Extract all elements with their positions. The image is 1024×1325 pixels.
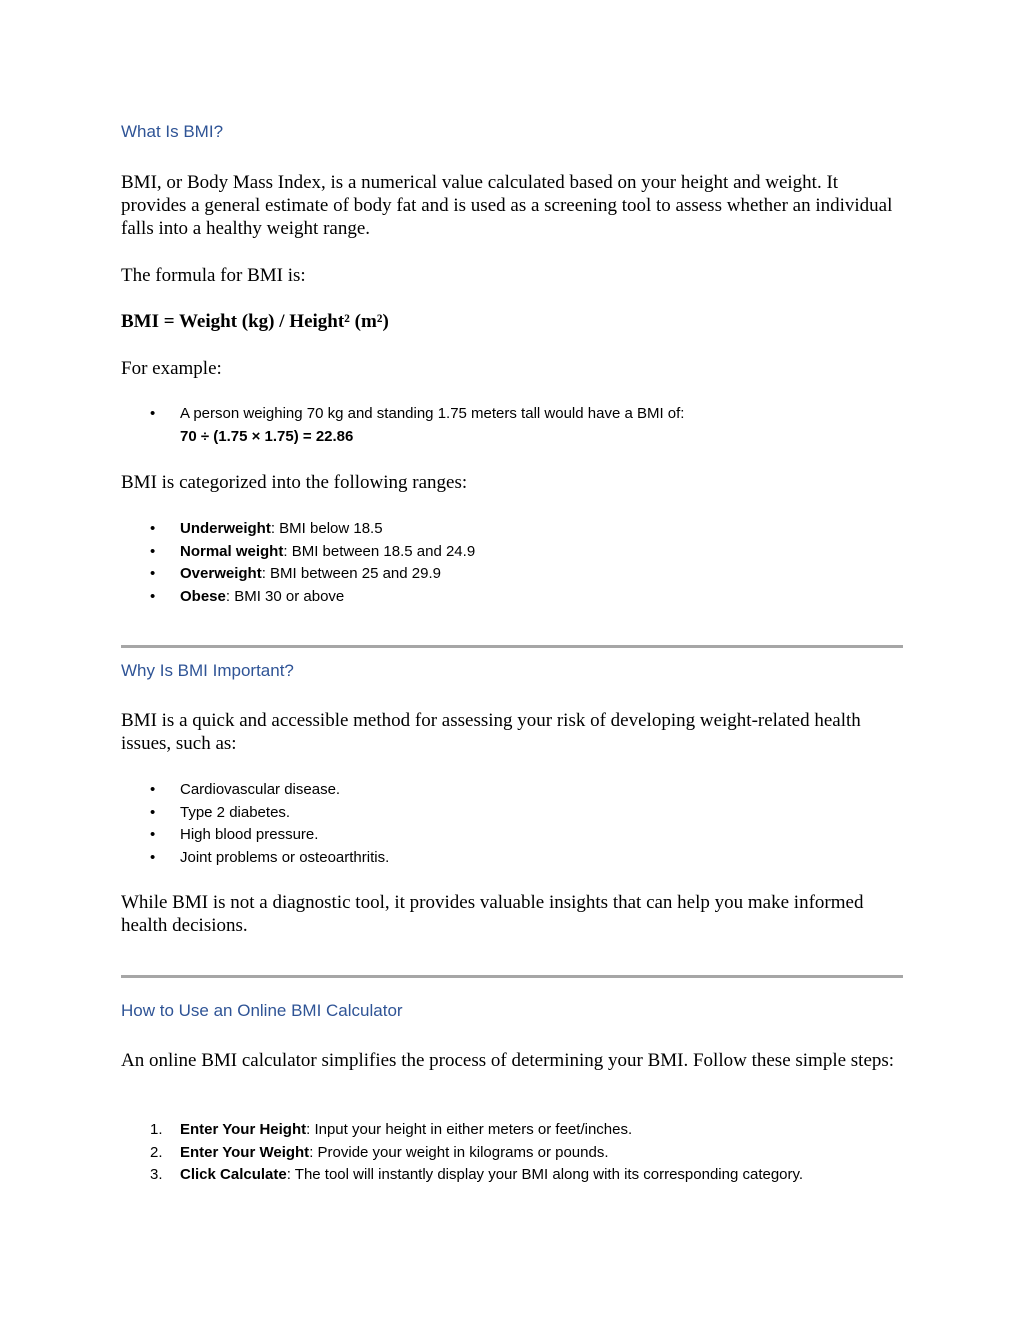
formula-intro: The formula for BMI is:	[121, 265, 306, 286]
health-issues-list	[121, 779, 389, 869]
list-item-text: Joint problems or osteoarthritis.	[180, 848, 390, 866]
bullet-icon: •	[150, 587, 156, 605]
bmi-ranges-list	[121, 518, 475, 608]
heading-why-bmi-important: Why Is BMI Important?	[121, 661, 294, 680]
range-term: Overweight	[180, 565, 262, 582]
range-term: Obese	[180, 587, 226, 605]
list-item	[121, 541, 475, 564]
steps-list	[121, 1119, 803, 1187]
step-term: Enter Your Weight	[180, 1143, 310, 1161]
heading-how-to-use: How to Use an Online BMI Calculator	[121, 1001, 403, 1020]
step-number: 3.	[150, 1166, 163, 1183]
bullet-icon: •	[150, 520, 156, 537]
section-divider	[121, 975, 903, 978]
bullet-icon: •	[150, 542, 156, 560]
list-item-text: Cardiovascular disease.	[180, 781, 341, 798]
bullet-icon: •	[150, 848, 156, 866]
list-item-text: High blood pressure.	[180, 826, 319, 843]
example-intro: For example:	[121, 358, 222, 379]
step-number: 1.	[150, 1121, 163, 1138]
list-item	[121, 802, 389, 825]
what-is-bmi-paragraph: BMI, or Body Mass Index, is a numerical value calculated based on your height and weight. It provides a general estimate of body fat and is used as a screening tool to assess whether an individual falls into a healthy weight range.	[121, 172, 893, 239]
bullet-icon: •	[150, 405, 156, 422]
range-term: Underweight	[180, 520, 271, 537]
range-term: Normal weight	[180, 542, 284, 560]
step-term: Click Calculate	[180, 1166, 287, 1183]
ranges-intro: BMI is categorized into the following ranges:	[121, 472, 468, 493]
list-item	[121, 847, 389, 870]
list-item	[121, 586, 475, 609]
example-list	[121, 403, 684, 448]
bmi-formula: BMI = Weight (kg) / Height² (m²)	[121, 311, 389, 332]
example-calculation: 70 ÷ (1.75 × 1.75) = 22.86	[180, 427, 354, 445]
step-desc: : Input your height in either meters or feet/inches.	[306, 1121, 633, 1138]
step-desc: : The tool will instantly display your BMI along with its corresponding category.	[286, 1166, 804, 1183]
list-item	[121, 1142, 803, 1165]
list-item	[121, 563, 475, 586]
bullet-icon: •	[150, 565, 156, 582]
list-item	[121, 518, 475, 541]
section-divider	[121, 645, 903, 648]
range-desc: : BMI below 18.5	[270, 520, 383, 537]
bullet-icon: •	[150, 803, 156, 821]
list-item	[121, 824, 389, 847]
list-item	[121, 403, 684, 448]
list-item	[121, 779, 389, 802]
list-item	[121, 1119, 803, 1142]
range-desc: : BMI between 25 and 29.9	[261, 565, 441, 582]
closing-paragraph: While BMI is not a diagnostic tool, it provides valuable insights that can help you make informed health decisions.	[121, 892, 864, 936]
bullet-icon: •	[150, 826, 156, 843]
step-term: Enter Your Height	[180, 1121, 307, 1138]
bullet-icon: •	[150, 781, 156, 798]
step-desc: : Provide your weight in kilograms or pounds.	[309, 1143, 609, 1161]
example-text: A person weighing 70 kg and standing 1.75 meters tall would have a BMI of:	[180, 405, 685, 422]
step-number: 2.	[150, 1143, 163, 1161]
why-bmi-paragraph: BMI is a quick and accessible method for assessing your risk of developing weight-related health issues, such as:	[121, 710, 861, 754]
heading-what-is-bmi: What Is BMI?	[121, 122, 224, 141]
list-item-text: Type 2 diabetes.	[180, 803, 291, 821]
list-item	[121, 1164, 803, 1187]
range-desc: : BMI 30 or above	[225, 587, 345, 605]
range-desc: : BMI between 18.5 and 24.9	[283, 542, 476, 560]
how-to-use-paragraph: An online BMI calculator simplifies the process of determining your BMI. Follow these simple steps:	[121, 1050, 895, 1071]
